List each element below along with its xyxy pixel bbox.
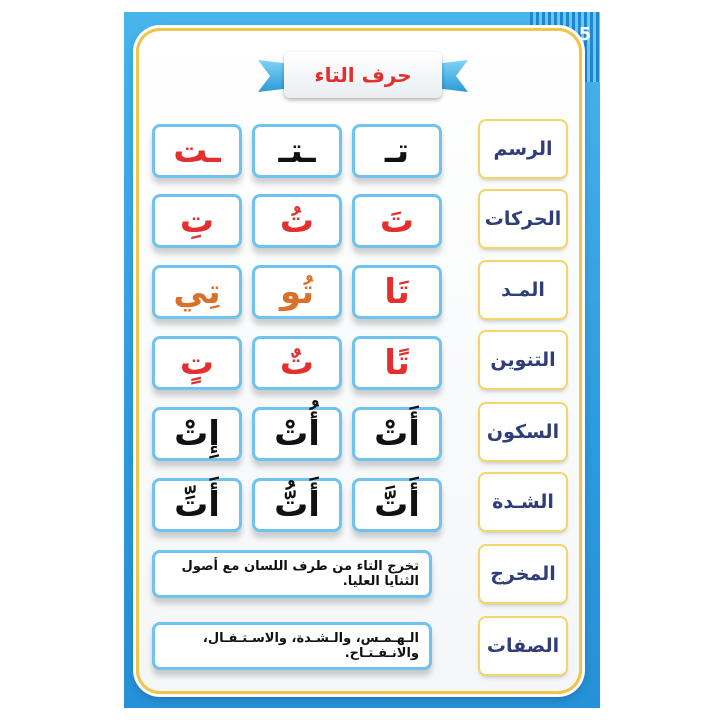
letter-cell: ـتـ xyxy=(252,124,342,178)
letter-cell: تُو xyxy=(252,265,342,319)
letter-cell: تٍ xyxy=(152,336,242,390)
page-title: حرف التاء xyxy=(284,52,442,98)
row-label-sifat: الصفات xyxy=(480,618,566,674)
letter-cell: تِ xyxy=(152,194,242,248)
makhraj-description: تخرج التاء من طرف اللسان مع أصول الثنايا العليا. xyxy=(152,550,432,598)
row-label-drawing: الرسم xyxy=(480,121,566,177)
letter-cell: تٌ xyxy=(252,336,342,390)
letter-cell: تِي xyxy=(152,265,242,319)
letter-cell: تًا xyxy=(352,336,442,390)
row-label-tanween: التنوين xyxy=(480,332,566,388)
row-label-madd: المـد xyxy=(480,262,566,318)
letter-cell: إِتْ xyxy=(152,407,242,461)
letter-cell: أَتْ xyxy=(352,407,442,461)
row-label-harakat: الحركات xyxy=(480,191,566,247)
letter-cell: تَ xyxy=(352,194,442,248)
letter-cell: أَتَّ xyxy=(352,478,442,532)
page-number: 5 xyxy=(578,24,592,45)
letter-cell: تُ xyxy=(252,194,342,248)
letter-cell: تـ xyxy=(352,124,442,178)
sifat-description: الـهـمـس، والـشـدة، والاسـتـفـال، والانـفـتـاح. xyxy=(152,622,432,670)
row-label-makhraj: المخرج xyxy=(480,546,566,602)
title-banner xyxy=(258,50,468,102)
letter-cell: أَتُّ xyxy=(252,478,342,532)
letter-cell: تَا xyxy=(352,265,442,319)
row-label-sukoon: السكون xyxy=(480,404,566,460)
letter-cell: ـت xyxy=(152,124,242,178)
letter-cell: أَتِّ xyxy=(152,478,242,532)
row-label-shadda: الشـدة xyxy=(480,474,566,530)
letter-cell: أُتْ xyxy=(252,407,342,461)
